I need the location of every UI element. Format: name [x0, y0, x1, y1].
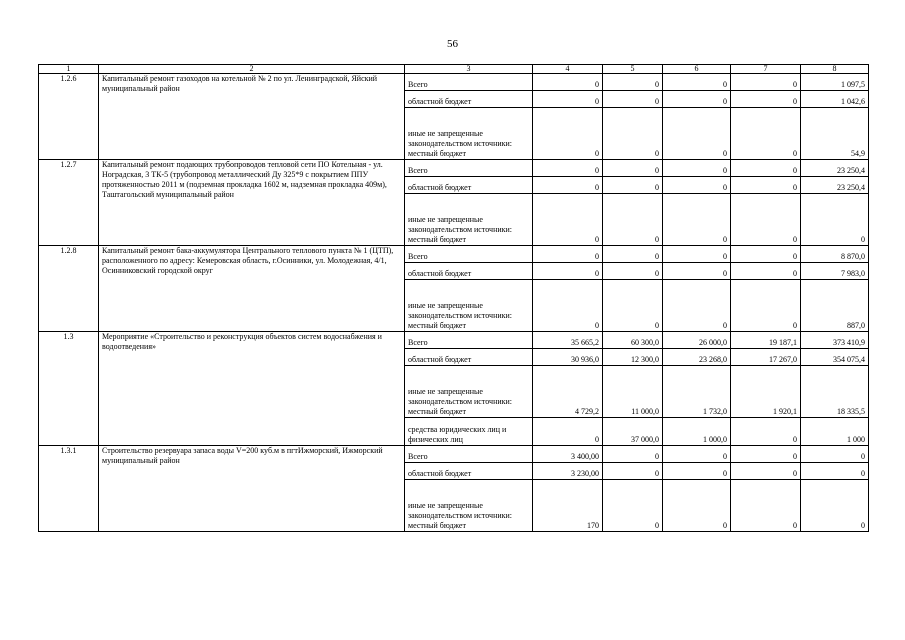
amount-cell: 0 [663, 463, 731, 480]
amount-cell: 0 [663, 91, 731, 108]
table-row [39, 446, 869, 463]
table-row [39, 246, 869, 263]
amount-cell: 0 [731, 91, 801, 108]
funding-source-label: областной бюджет [405, 463, 533, 480]
amount-cell: 0 [801, 194, 869, 246]
funding-source-label: иные не запрещенные законодательством источники: местный бюджет [405, 108, 533, 160]
funding-source-label: иные не запрещенные законодательством источники: местный бюджет [405, 480, 533, 532]
amount-cell: 0 [533, 108, 603, 160]
funding-source-label: иные не запрещенные законодательством источники: местный бюджет [405, 194, 533, 246]
amount-cell: 0 [603, 463, 663, 480]
amount-cell: 4 729,2 [533, 366, 603, 418]
amount-cell: 170 [533, 480, 603, 532]
amount-cell: 0 [663, 280, 731, 332]
funding-source-label: Всего [405, 246, 533, 263]
amount-cell: 0 [731, 480, 801, 532]
amount-cell: 0 [533, 246, 603, 263]
amount-cell: 0 [731, 74, 801, 91]
amount-cell: 0 [603, 194, 663, 246]
amount-cell: 1 000,0 [663, 418, 731, 446]
header-cell: 6 [663, 65, 731, 74]
amount-cell: 0 [533, 418, 603, 446]
header-cell: 4 [533, 65, 603, 74]
amount-cell: 0 [663, 194, 731, 246]
amount-cell: 0 [663, 160, 731, 177]
funding-source-label: областной бюджет [405, 177, 533, 194]
header-cell: 7 [731, 65, 801, 74]
table-row [39, 332, 869, 349]
amount-cell: 1 920,1 [731, 366, 801, 418]
amount-cell: 30 936,0 [533, 349, 603, 366]
amount-cell: 0 [533, 160, 603, 177]
header-cell: 8 [801, 65, 869, 74]
page-number: 56 [447, 38, 458, 50]
funding-source-label: иные не запрещенные законодательством источники: местный бюджет [405, 366, 533, 418]
amount-cell: 17 267,0 [731, 349, 801, 366]
amount-cell: 354 075,4 [801, 349, 869, 366]
amount-cell: 12 300,0 [603, 349, 663, 366]
header-cell: 2 [99, 65, 405, 74]
amount-cell: 0 [603, 446, 663, 463]
amount-cell: 1 097,5 [801, 74, 869, 91]
row-code: 1.3.1 [39, 446, 99, 532]
amount-cell: 7 983,0 [801, 263, 869, 280]
amount-cell: 0 [731, 418, 801, 446]
row-code: 1.2.8 [39, 246, 99, 332]
amount-cell: 373 410,9 [801, 332, 869, 349]
amount-cell: 37 000,0 [603, 418, 663, 446]
row-code: 1.2.6 [39, 74, 99, 160]
amount-cell: 23 268,0 [663, 349, 731, 366]
funding-source-label: областной бюджет [405, 91, 533, 108]
amount-cell: 26 000,0 [663, 332, 731, 349]
amount-cell: 0 [663, 480, 731, 532]
amount-cell: 0 [603, 74, 663, 91]
amount-cell: 0 [603, 480, 663, 532]
amount-cell: 0 [731, 160, 801, 177]
row-description: Мероприятие «Строительство и реконструкция объектов систем водоснабжения и водоотведения» [99, 332, 405, 446]
amount-cell: 3 400,00 [533, 446, 603, 463]
amount-cell: 3 230,00 [533, 463, 603, 480]
funding-source-label: Всего [405, 446, 533, 463]
amount-cell: 0 [731, 263, 801, 280]
amount-cell: 0 [603, 280, 663, 332]
amount-cell: 0 [533, 194, 603, 246]
amount-cell: 19 187,1 [731, 332, 801, 349]
amount-cell: 0 [731, 280, 801, 332]
row-description: Капитальный ремонт подающих трубопроводов тепловой сети ПО Котельная - ул. Ноградская, 3 ТК-5 (трубопровод металлический Ду 325*9 с покрытием ППУ протяженностью 2011 м (подземная прокладка 1602 м, надземная прокладка 409м), Таштагольский муниципальный район [99, 160, 405, 246]
amount-cell: 0 [533, 280, 603, 332]
amount-cell: 0 [533, 263, 603, 280]
header-cell: 5 [603, 65, 663, 74]
amount-cell: 18 335,5 [801, 366, 869, 418]
funding-source-label: областной бюджет [405, 263, 533, 280]
funding-source-label: Всего [405, 332, 533, 349]
amount-cell: 0 [533, 74, 603, 91]
amount-cell: 0 [603, 246, 663, 263]
header-cell: 3 [405, 65, 533, 74]
amount-cell: 0 [603, 177, 663, 194]
row-description: Строительство резервуара запаса воды V=200 куб.м в пгтИжморский, Ижморский муниципальный район [99, 446, 405, 532]
funding-source-label: Всего [405, 160, 533, 177]
amount-cell: 0 [663, 74, 731, 91]
row-code: 1.3 [39, 332, 99, 446]
amount-cell: 60 300,0 [603, 332, 663, 349]
amount-cell: 0 [603, 263, 663, 280]
funding-source-label: областной бюджет [405, 349, 533, 366]
amount-cell: 0 [663, 263, 731, 280]
amount-cell: 887,0 [801, 280, 869, 332]
funding-source-label: Всего [405, 74, 533, 91]
amount-cell: 1 042,6 [801, 91, 869, 108]
amount-cell: 0 [663, 177, 731, 194]
amount-cell: 0 [663, 108, 731, 160]
table-header-row [39, 65, 869, 74]
funding-source-label: иные не запрещенные законодательством источники: местный бюджет [405, 280, 533, 332]
amount-cell: 0 [533, 177, 603, 194]
header-cell: 1 [39, 65, 99, 74]
table-row [39, 160, 869, 177]
amount-cell: 35 665,2 [533, 332, 603, 349]
amount-cell: 0 [731, 446, 801, 463]
amount-cell: 8 870,0 [801, 246, 869, 263]
amount-cell: 23 250,4 [801, 177, 869, 194]
amount-cell: 0 [731, 194, 801, 246]
amount-cell: 0 [801, 446, 869, 463]
funding-source-label: средства юридических лиц и физических лиц [405, 418, 533, 446]
amount-cell: 54,9 [801, 108, 869, 160]
amount-cell: 1 000 [801, 418, 869, 446]
amount-cell: 0 [731, 246, 801, 263]
amount-cell: 0 [801, 480, 869, 532]
amount-cell: 0 [533, 91, 603, 108]
amount-cell: 0 [663, 446, 731, 463]
amount-cell: 0 [731, 177, 801, 194]
row-description: Капитальный ремонт газоходов на котельной № 2 по ул. Ленинградской, Яйский муниципальный район [99, 74, 405, 160]
amount-cell: 0 [731, 463, 801, 480]
budget-table [38, 64, 869, 532]
row-code: 1.2.7 [39, 160, 99, 246]
amount-cell: 0 [731, 108, 801, 160]
table-row [39, 74, 869, 91]
amount-cell: 1 732,0 [663, 366, 731, 418]
amount-cell: 11 000,0 [603, 366, 663, 418]
amount-cell: 0 [801, 463, 869, 480]
amount-cell: 0 [603, 160, 663, 177]
row-description: Капитальный ремонт бака-аккумулятора Центрального теплового пункта № 1 (ЦТП), расположенного по адресу: Кемеровская область, г.Осинники, ул. Молодежная, 4/1, Осинниковский городской округ [99, 246, 405, 332]
amount-cell: 23 250,4 [801, 160, 869, 177]
amount-cell: 0 [603, 91, 663, 108]
amount-cell: 0 [663, 246, 731, 263]
amount-cell: 0 [603, 108, 663, 160]
